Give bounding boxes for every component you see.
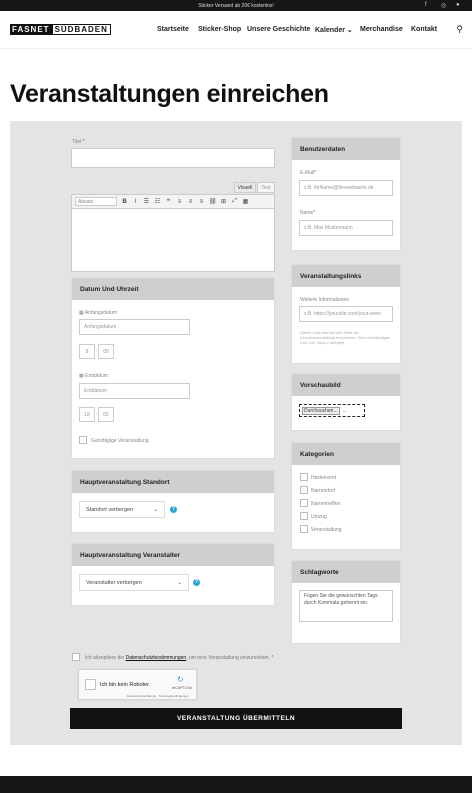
user-data-heading: Benutzerdaten	[292, 138, 400, 160]
page-title: Veranstaltungen einreichen	[10, 80, 329, 108]
nav-unsere-geschichte[interactable]: Unsere Geschichte	[247, 26, 311, 33]
logo-part-2: SÜDBADEN	[52, 24, 111, 35]
calendar-icon: ▦	[79, 310, 85, 316]
recaptcha-checkbox[interactable]	[85, 679, 96, 690]
preview-image-heading: Vorschaubild	[292, 374, 400, 396]
end-date-input[interactable]: Enddatum	[79, 383, 190, 399]
time-colon: :	[96, 348, 98, 354]
category-checkbox[interactable]	[300, 525, 308, 533]
name-field[interactable]: z.B. Max Mustermann	[299, 220, 393, 236]
venue-select[interactable]	[79, 501, 165, 518]
venue-select-value: Standort verbergen	[86, 506, 134, 513]
category-checkbox[interactable]	[300, 473, 308, 481]
start-minute-select[interactable]: 00	[98, 344, 114, 359]
more-icon[interactable]: ⊞	[220, 199, 227, 205]
toolbar-toggle-icon[interactable]: ▦	[242, 199, 249, 205]
browse-button[interactable]: Durchsuchen...	[304, 407, 338, 414]
email-field[interactable]: z.B. IhrName@Ihrewebseite.de	[299, 180, 393, 196]
category-checkbox[interactable]	[300, 486, 308, 494]
end-hour-select[interactable]: 18	[79, 407, 95, 422]
start-hour-select[interactable]: 8	[79, 344, 95, 359]
nav-sticker-shop[interactable]: Sticker-Shop	[198, 26, 242, 33]
numbered-list-icon[interactable]: ☷	[154, 199, 161, 205]
category-label: Narrendorf	[311, 488, 335, 494]
instagram-icon[interactable]: ◎	[441, 3, 447, 9]
event-links-heading: Veranstaltungslinks	[292, 265, 400, 287]
spotify-icon[interactable]: ●	[456, 2, 460, 8]
bold-button[interactable]: B	[122, 198, 127, 205]
category-checkbox[interactable]	[300, 499, 308, 507]
url-hint: Dieser Link wird auf der Seite der Einzelveranstaltung erscheinen. Eine vollständigen Link inkl. https:// anfügen	[300, 330, 391, 345]
email-label: E-Mail*	[300, 170, 317, 176]
search-icon[interactable]: ⚲	[456, 24, 463, 34]
category-label: Veranstaltung	[311, 527, 342, 533]
chevron-down-icon: ⌄	[153, 506, 158, 513]
nav-kalender[interactable]: Kalender ⌄	[315, 27, 353, 34]
nav-startseite[interactable]: Startseite	[157, 26, 189, 33]
site-footer	[0, 776, 472, 793]
site-logo[interactable]	[10, 24, 111, 35]
facebook-icon[interactable]: f	[425, 2, 427, 8]
end-minute-select[interactable]: 00	[98, 407, 114, 422]
preview-image-box	[291, 373, 401, 431]
organizer-select[interactable]	[79, 574, 189, 591]
organizer-select-value: Veranstalter verbergen	[86, 579, 142, 586]
shipping-message: Sticker Versand ab 20€ kostenlos!	[198, 3, 274, 9]
tab-text[interactable]: Text	[257, 182, 275, 193]
calendar-icon: ▦	[79, 373, 86, 379]
blockquote-icon[interactable]: ❝	[166, 199, 171, 205]
title-input[interactable]	[71, 148, 275, 168]
format-select[interactable]: Absatz	[75, 197, 117, 206]
category-label: Narrentreffen	[311, 501, 341, 507]
privacy-link[interactable]: Datenschutzbestimmungen	[125, 655, 187, 661]
help-icon[interactable]: ?	[194, 579, 199, 585]
help-icon[interactable]: ?	[171, 506, 176, 512]
file-name: ...	[342, 407, 347, 414]
editor-content[interactable]	[71, 209, 275, 272]
tab-visual[interactable]: Visuell	[234, 182, 256, 193]
category-checkbox[interactable]	[300, 512, 308, 520]
event-url-field[interactable]: z.B. https://yoursite.com/your-even	[299, 306, 393, 322]
recaptcha-widget	[78, 669, 197, 700]
start-date-label: ▦ Anfangsdatum	[79, 310, 118, 316]
categories-box	[291, 442, 401, 550]
more-info-label: Weitere Informationen	[300, 297, 350, 303]
allday-label: Ganztägige Veranstaltung	[91, 438, 149, 444]
time-colon: :	[96, 411, 98, 417]
top-bar	[0, 0, 472, 11]
name-label: Name*	[300, 210, 316, 216]
organizer-heading: Hauptveranstaltung Veranstalter	[72, 544, 274, 566]
file-upload[interactable]	[299, 404, 365, 417]
datetime-box	[71, 277, 275, 459]
privacy-label: Ich akzeptiere die Datenschutzbestimmungen, um eine Veranstaltung einzureichen. *	[85, 655, 274, 661]
category-label: Häsleevent	[311, 475, 337, 481]
nav-kontakt[interactable]: Kontakt	[411, 26, 438, 33]
recaptcha-logo-icon: ↻	[177, 675, 184, 684]
privacy-checkbox[interactable]	[72, 653, 80, 661]
end-date-label: ▦ Enddatum	[79, 373, 108, 379]
tags-heading: Schlagworte	[292, 561, 400, 583]
venue-heading: Hauptveranstaltung Standort	[72, 471, 274, 493]
align-center-icon[interactable]: ≡	[188, 198, 193, 205]
align-right-icon[interactable]: ≡	[199, 198, 204, 205]
recaptcha-label: Ich bin kein Roboter.	[100, 682, 151, 688]
datetime-heading: Datum Und Uhrzeit	[72, 278, 274, 300]
tags-input[interactable]: Fügen Sie die gewünschten Tags durch Kommata getrennt ein.	[299, 590, 393, 622]
categories-heading: Kategorien	[292, 443, 400, 465]
nav-merchandise[interactable]: Merchandise	[360, 26, 403, 33]
bullet-list-icon[interactable]: ☰	[143, 199, 150, 205]
submit-button[interactable]: VERANSTALTUNG ÜBERMITTELN	[70, 708, 402, 729]
category-label: Umzug	[311, 514, 327, 520]
chevron-down-icon: ⌄	[177, 579, 182, 586]
align-left-icon[interactable]: ≡	[177, 198, 182, 205]
allday-checkbox[interactable]	[79, 436, 87, 444]
logo-part-1: FASNET	[12, 25, 50, 34]
fullscreen-icon[interactable]: ⤢	[232, 198, 237, 204]
link-icon[interactable]: ⛓	[209, 199, 217, 205]
site-header	[0, 11, 472, 49]
editor-toolbar	[71, 194, 275, 209]
start-date-input[interactable]: Anfangsdatum	[79, 319, 190, 335]
title-label: Titel *	[72, 139, 85, 145]
italic-button[interactable]: I	[134, 198, 137, 205]
recaptcha-brand: reCAPTCHA	[172, 686, 192, 690]
recaptcha-terms[interactable]: Datenschutzerklärung · Nutzungsbedingungen	[127, 694, 189, 698]
